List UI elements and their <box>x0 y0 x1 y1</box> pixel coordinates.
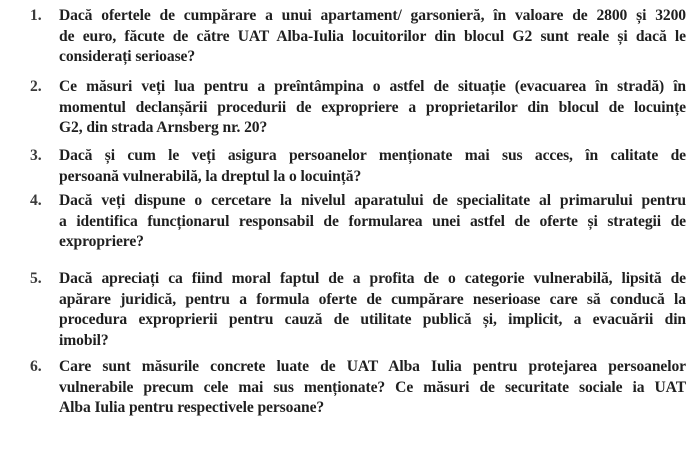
question-line: momentul declanșării procedurii de expropriere a proprietarilor din blocul de locuințe <box>59 98 686 116</box>
question-line: de euro, făcute de către UAT Alba-Iulia locuitorilor din blocul G2 sunt reale și dacă le <box>59 27 686 45</box>
question-number: 4. <box>30 192 42 209</box>
question-line: Dacă ofertele de cumpărare a unui apartament/ garsonieră, în valoare de 2800 și 3200 <box>59 7 686 24</box>
question-line: Alba Iulia pentru respectivele persoane? <box>59 399 325 417</box>
question-line: apărare juridică, pentru a formula oferte de cumpărare neserioase care să conducă la <box>59 290 686 308</box>
question-line: vulnerabile precum cele mai sus menționate? Ce măsuri de securitate sociale ia UAT <box>59 378 686 396</box>
question-number: 2. <box>30 78 42 95</box>
question-line: expropriere? <box>59 233 144 251</box>
question-number: 3. <box>30 147 42 164</box>
question-number: 1. <box>30 7 42 24</box>
question-line: considerați serioase? <box>59 48 196 66</box>
question-line: Dacă veți dispune o cercetare la nivelul aparatului de specialitate al primarului pentru <box>59 192 686 209</box>
question-line: Dacă apreciați ca fiind moral faptul de a profita de o categorie vulnerabilă, lipsită de <box>59 270 686 287</box>
question-line: persoană vulnerabilă, la dreptul la o locuință? <box>59 167 362 185</box>
question-line: Ce măsuri veți lua pentru a preîntâmpina o astfel de situație (evacuarea în stradă) în <box>59 78 686 95</box>
question-line: Dacă și cum le veți asigura persoanelor menționate mai sus acces, în calitate de <box>59 147 686 164</box>
question-number: 5. <box>30 270 42 287</box>
question-line: procedura exproprierii pentru cauză de utilitate publică și, implicit, a evacuării din <box>59 311 686 329</box>
question-line: G2, din strada Arnsberg nr. 20? <box>59 119 268 137</box>
question-line: Care sunt măsurile concrete luate de UAT Alba Iulia pentru protejarea persoanelor <box>59 358 686 375</box>
question-line: imobil? <box>59 331 109 349</box>
question-number: 6. <box>30 358 42 375</box>
question-line: a identifica funcționarul responsabil de formularea unei astfel de oferte și strategii de <box>59 212 686 230</box>
